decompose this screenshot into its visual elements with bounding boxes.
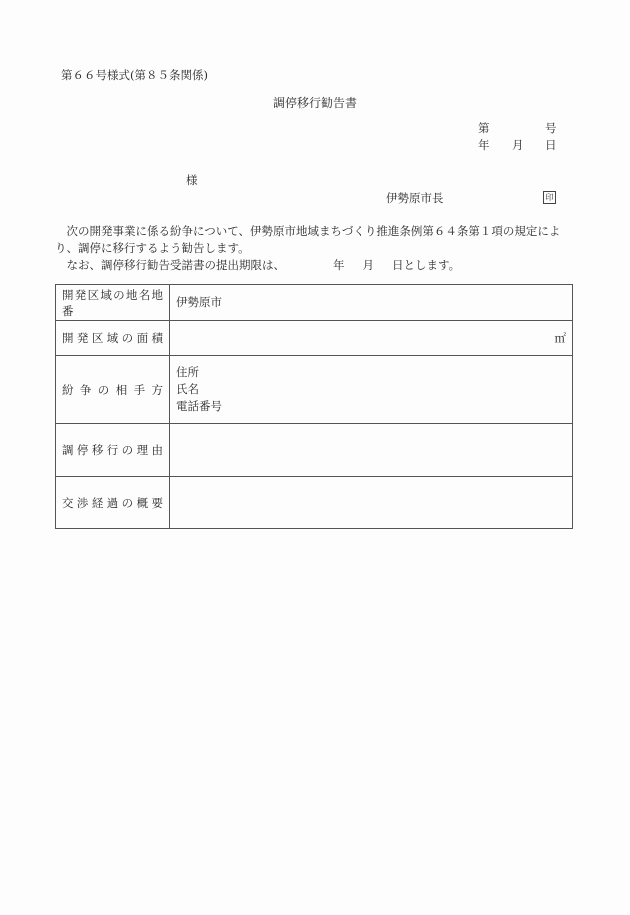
body-text [55,223,575,274]
issuer-name: 伊勢原市長 [386,191,444,205]
label-counterparty: 紛争の相手方 [56,356,170,424]
table-row-location [56,285,573,321]
form-number: 第６６号様式(第８５条関係) [61,68,208,82]
deadline-suffix: 日とします。 [392,258,461,272]
recipient-honorific: 様 [186,173,198,187]
table-row-counterparty [56,356,573,424]
deadline-prefix: なお、調停移行勧告受諾書の提出期限は、 [66,258,285,272]
document-number-label: 第 [478,121,490,135]
body-paragraph-2 [55,257,575,274]
body-paragraph-1: 次の開発事業に係る紛争について、伊勢原市地域まちづくり推進条例第６４条第１項の規定により、調停に移行するよう勧告します。 [55,224,561,255]
document-number-suffix: 号 [545,121,557,135]
document-title: 調停移行勧告書 [272,96,357,110]
value-location: 伊勢原市 [170,285,573,321]
value-area [170,321,573,356]
value-counterparty [170,356,573,424]
date-year-label: 年 [478,138,490,152]
counterparty-name-label: 氏名 [176,382,199,396]
seal-icon: 印 [543,191,556,204]
value-negotiation [170,477,573,529]
deadline-year: 年 [333,258,345,272]
counterparty-address-label: 住所 [176,365,199,379]
table-row-negotiation [56,477,573,529]
label-reason: 調停移行の理由 [56,424,170,477]
counterparty-phone-label: 電話番号 [176,399,222,413]
table-row-area [56,321,573,356]
date-day-label: 日 [545,138,557,152]
area-unit: ㎡ [554,330,566,345]
table-row-reason [56,424,573,477]
label-location: 開発区域の地名地番 [56,285,170,321]
deadline-month: 月 [362,258,374,272]
label-negotiation: 交渉経過の概要 [56,477,170,529]
form-table [55,284,573,529]
date-month-label: 月 [512,138,524,152]
label-area: 開発区域の面積 [56,321,170,356]
value-reason [170,424,573,477]
